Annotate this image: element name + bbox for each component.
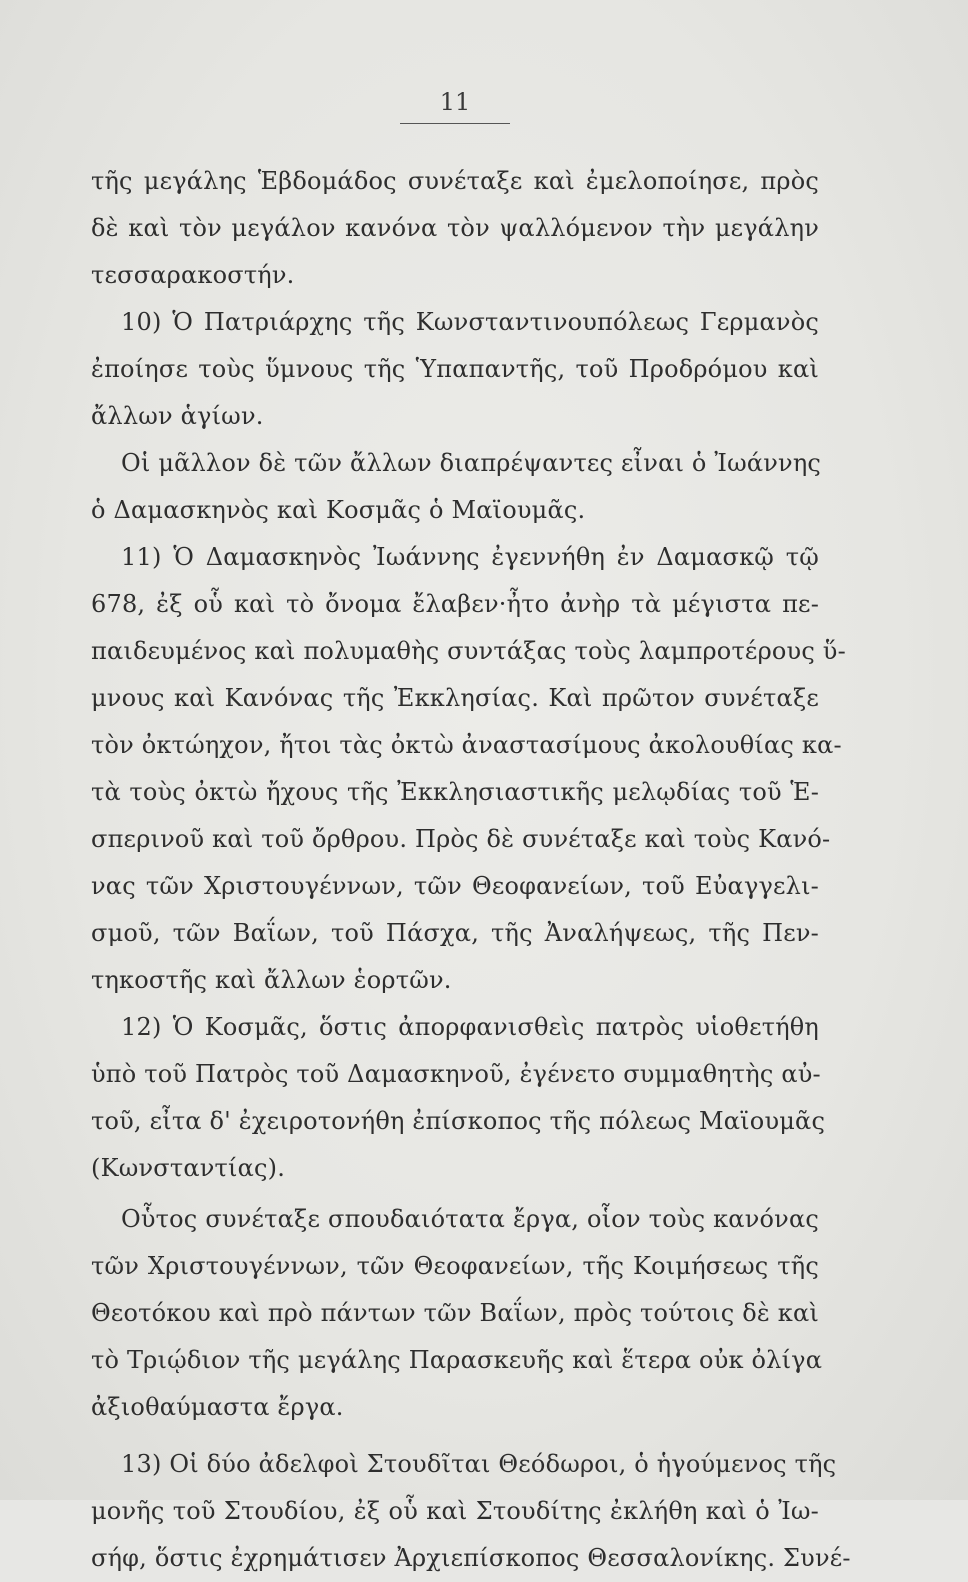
text-line: 12) Ὁ Κοσμᾶς, ὅστις ἀπορφανισθεὶς πατρὸς υἱοθετήθη — [121, 1013, 819, 1041]
text-line: νας τῶν Χριστουγέννων, τῶν Θεοφανείων, τοῦ Εὐαγγελι- — [91, 872, 819, 900]
text-line: τῶν Χριστουγέννων, τῶν Θεοφανείων, τῆς Κοιμήσεως τῆς — [91, 1252, 819, 1280]
text-line: 10) Ὁ Πατριάρχης τῆς Κωνσταντινουπόλεως Γερμανὸς — [121, 308, 819, 336]
text-line: τὸ Τριῴδιον τῆς μεγάλης Παρασκευῆς καὶ ἕτερα οὐκ ὀλίγα — [91, 1346, 823, 1374]
text-line: τεσσαρακοστήν. — [91, 261, 295, 289]
text-line: σπερινοῦ καὶ τοῦ ὄρθρου. Πρὸς δὲ συνέταξε καὶ τοὺς Κανό- — [91, 825, 831, 853]
text-line: σήφ, ὅστις ἐχρημάτισεν Ἀρχιεπίσκοπος Θεσσαλονίκης. Συνέ- — [91, 1544, 851, 1572]
text-line: 13) Οἱ δύο ἀδελφοὶ Στουδῖται Θεόδωροι, ὁ ἡγούμενος τῆς — [121, 1450, 837, 1478]
text-line: ἄλλων ἁγίων. — [91, 402, 264, 430]
text-line: (Κωνσταντίας). — [91, 1154, 286, 1182]
page-number: 11 — [439, 88, 471, 116]
text-line: Οἱ μᾶλλον δὲ τῶν ἄλλων διαπρέψαντες εἶναι ὁ Ἰωάννης — [121, 449, 822, 477]
text-line: ἐποίησε τοὺς ὕμνους τῆς Ὑπαπαντῆς, τοῦ Προδρόμου καὶ — [91, 355, 819, 383]
text-line: ἀξιοθαύμαστα ἔργα. — [91, 1393, 344, 1421]
text-line: παιδευμένος καὶ πολυμαθὴς συντάξας τοὺς λαμπροτέρους ὕ- — [91, 637, 846, 665]
text-line: μονῆς τοῦ Στουδίου, ἐξ οὗ καὶ Στουδίτης ἐκλήθη καὶ ὁ Ἰω- — [91, 1497, 819, 1525]
paragraph-gap — [91, 1431, 819, 1441]
text-line: τοῦ, εἶτα δ' ἐχειροτονήθη ἐπίσκοπος τῆς πόλεως Μαϊουμᾶς — [91, 1107, 826, 1135]
text-line: Οὗτος συνέταξε σπουδαιότατα ἔργα, οἷον τοὺς κανόνας — [121, 1205, 819, 1233]
text-line: τηκοστῆς καὶ ἄλλων ἑορτῶν. — [91, 966, 452, 994]
text-line: δὲ καὶ τὸν μεγάλον κανόνα τὸν ψαλλόμενον τὴν μεγάλην — [91, 214, 819, 242]
text-line: μνους καὶ Κανόνας τῆς Ἐκκλησίας. Καὶ πρῶτον συνέταξε — [91, 684, 819, 712]
text-line: τῆς μεγάλης Ἑβδομάδος συνέταξε καὶ ἐμελοποίησε, πρὸς — [91, 167, 819, 195]
text-line: τὸν ὀκτώηχον, ἤτοι τὰς ὀκτὼ ἀναστασίμους ἀκολουθίας κα- — [91, 731, 842, 759]
text-line: 678, ἐξ οὗ καὶ τὸ ὄνομα ἔλαβεν·ἦτο ἀνὴρ τὰ μέγιστα πε- — [91, 590, 819, 618]
text-line: 11) Ὁ Δαμασκηνὸς Ἰωάννης ἐγεννήθη ἐν Δαμασκῷ τῷ — [121, 543, 819, 571]
header-rule — [400, 123, 510, 124]
body-text — [91, 158, 851, 1582]
text-line: ὁ Δαμασκηνὸς καὶ Κοσμᾶς ὁ Μαϊουμᾶς. — [91, 496, 586, 524]
text-line: Θεοτόκου καὶ πρὸ πάντων τῶν Βαΐων, πρὸς τούτοις δὲ καὶ — [91, 1299, 819, 1327]
text-line: σμοῦ, τῶν Βαΐων, τοῦ Πάσχα, τῆς Ἀναλήψεως, τῆς Πεν- — [91, 919, 819, 947]
text-line: ὑπὸ τοῦ Πατρὸς τοῦ Δαμασκηνοῦ, ἐγένετο συμμαθητὴς αὐ- — [91, 1060, 821, 1088]
text-line: τὰ τοὺς ὀκτὼ ἤχους τῆς Ἐκκλησιαστικῆς μελῳδίας τοῦ Ἑ- — [91, 778, 819, 806]
